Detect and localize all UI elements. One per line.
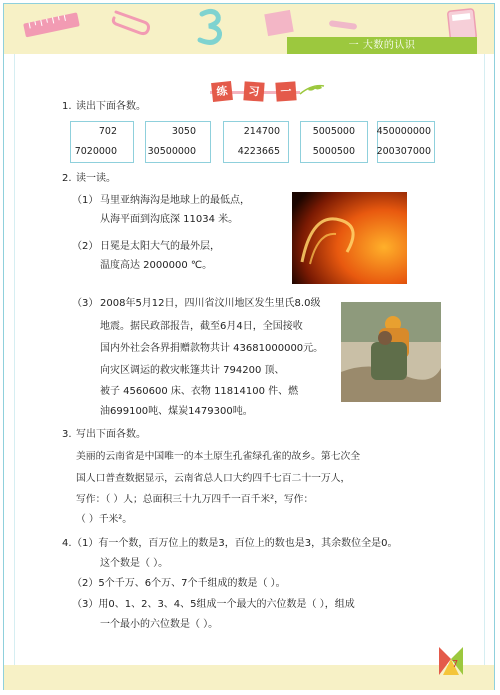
earthquake-rescue-photo: [341, 302, 441, 402]
number-text: 4223665: [237, 146, 280, 157]
q4-line: （1）有一个数，百万位上的数是3，百位上的数也是3，其余数位全是0。: [72, 538, 398, 549]
chalk-icon: [329, 20, 358, 30]
number-text: 30500000: [147, 146, 196, 157]
number-text: 702: [98, 126, 117, 137]
q2-item3-line: 向灾区调运的救灾帐篷共计 794200 顶、: [100, 365, 285, 376]
q2-item3-line: 国内外社会各界捐赠款物共计 43681000000元。: [100, 343, 324, 354]
q2-item2-line2: 温度高达 2000000 ℃。: [100, 260, 213, 271]
q3-line: 美丽的云南省是中国唯一的本土原生孔雀绿孔雀的故乡。第七次全: [76, 451, 361, 462]
q2-item3-line: 油699100吨、煤炭1479300吨。: [100, 406, 253, 417]
q2-item3-line: 地震。据民政部报告，截至6月4日，全国接收: [100, 321, 303, 332]
paperclip-icon: [113, 12, 148, 34]
paper-icon: [264, 10, 293, 36]
practice-title: [200, 80, 330, 104]
title-char-2: 习: [243, 81, 264, 101]
q3-line: 国人口普查数据显示，云南省总人口大约四千七百二十一万人，: [76, 473, 351, 484]
q2-item2-label: （2）: [72, 241, 99, 252]
right-margin-rule: [484, 54, 485, 674]
chapter-title: 一 大数的认识: [348, 40, 416, 51]
digit-three-icon: [200, 11, 220, 42]
ruler-icon: [23, 12, 80, 37]
number-text: 5005000: [312, 126, 355, 137]
q4-line: （3）用0、1、2、3、4、5组成一个最大的六位数是（ ），组成: [72, 599, 355, 610]
title-char-1: 练: [211, 81, 233, 102]
rescue-image: [341, 302, 441, 402]
q2-prompt: 读一读。: [76, 173, 116, 184]
chapter-banner: [287, 37, 477, 54]
q2-item3-label: （3）: [72, 298, 99, 309]
q2-item1-label: （1）: [72, 195, 99, 206]
sun-image: [292, 192, 407, 284]
q2-item3-line: 被子 4560600 床、衣物 11814100 件、燃: [100, 386, 299, 397]
number-box: [70, 121, 134, 163]
number-text: 5000500: [312, 146, 355, 157]
page-number: 7: [451, 659, 459, 670]
left-margin-rule: [14, 54, 15, 674]
footer-band: [4, 665, 494, 690]
q4-number: 4.: [62, 538, 72, 549]
number-text: 200307000: [376, 146, 431, 157]
number-text: 3050: [171, 126, 196, 137]
q2-item1-line1: 马里亚纳海沟是地球上的最低点，: [100, 195, 250, 206]
number-box: [300, 121, 368, 163]
q1-prompt: 读出下面各数。: [76, 101, 146, 112]
number-box: [145, 121, 211, 163]
number-text: 7020000: [74, 146, 117, 157]
q3-number: 3.: [62, 429, 72, 440]
q2-item2-line1: 日冕是太阳大气的最外层，: [100, 241, 220, 252]
q2-item1-line2: 从海平面到沟底深 11034 米。: [100, 214, 239, 225]
q2-item3-line: 2008年5月12日，四川省汶川地区发生里氏8.0级: [100, 298, 321, 309]
title-char-3: 一: [275, 81, 296, 101]
number-text: 450000000: [376, 126, 431, 137]
q4-line: 一个最小的六位数是（ ）。: [100, 619, 219, 630]
number-box: [223, 121, 289, 163]
q3-line: 写作：（ ）人；总面积三十九万四千一百千米²，写作：: [76, 494, 314, 505]
q3-prompt: 写出下面各数。: [76, 429, 146, 440]
number-text: 214700: [243, 126, 280, 137]
q2-number: 2.: [62, 173, 72, 184]
q4-line: 这个数是（ ）。: [100, 558, 169, 569]
number-box: [377, 121, 435, 163]
q4-line: （2）5个千万、6个万、7个千组成的数是（ ）。: [72, 578, 286, 589]
q3-line: （ ）千米²。: [76, 514, 133, 525]
solar-corona-photo: [292, 192, 407, 284]
q1-number: 1.: [62, 101, 72, 112]
